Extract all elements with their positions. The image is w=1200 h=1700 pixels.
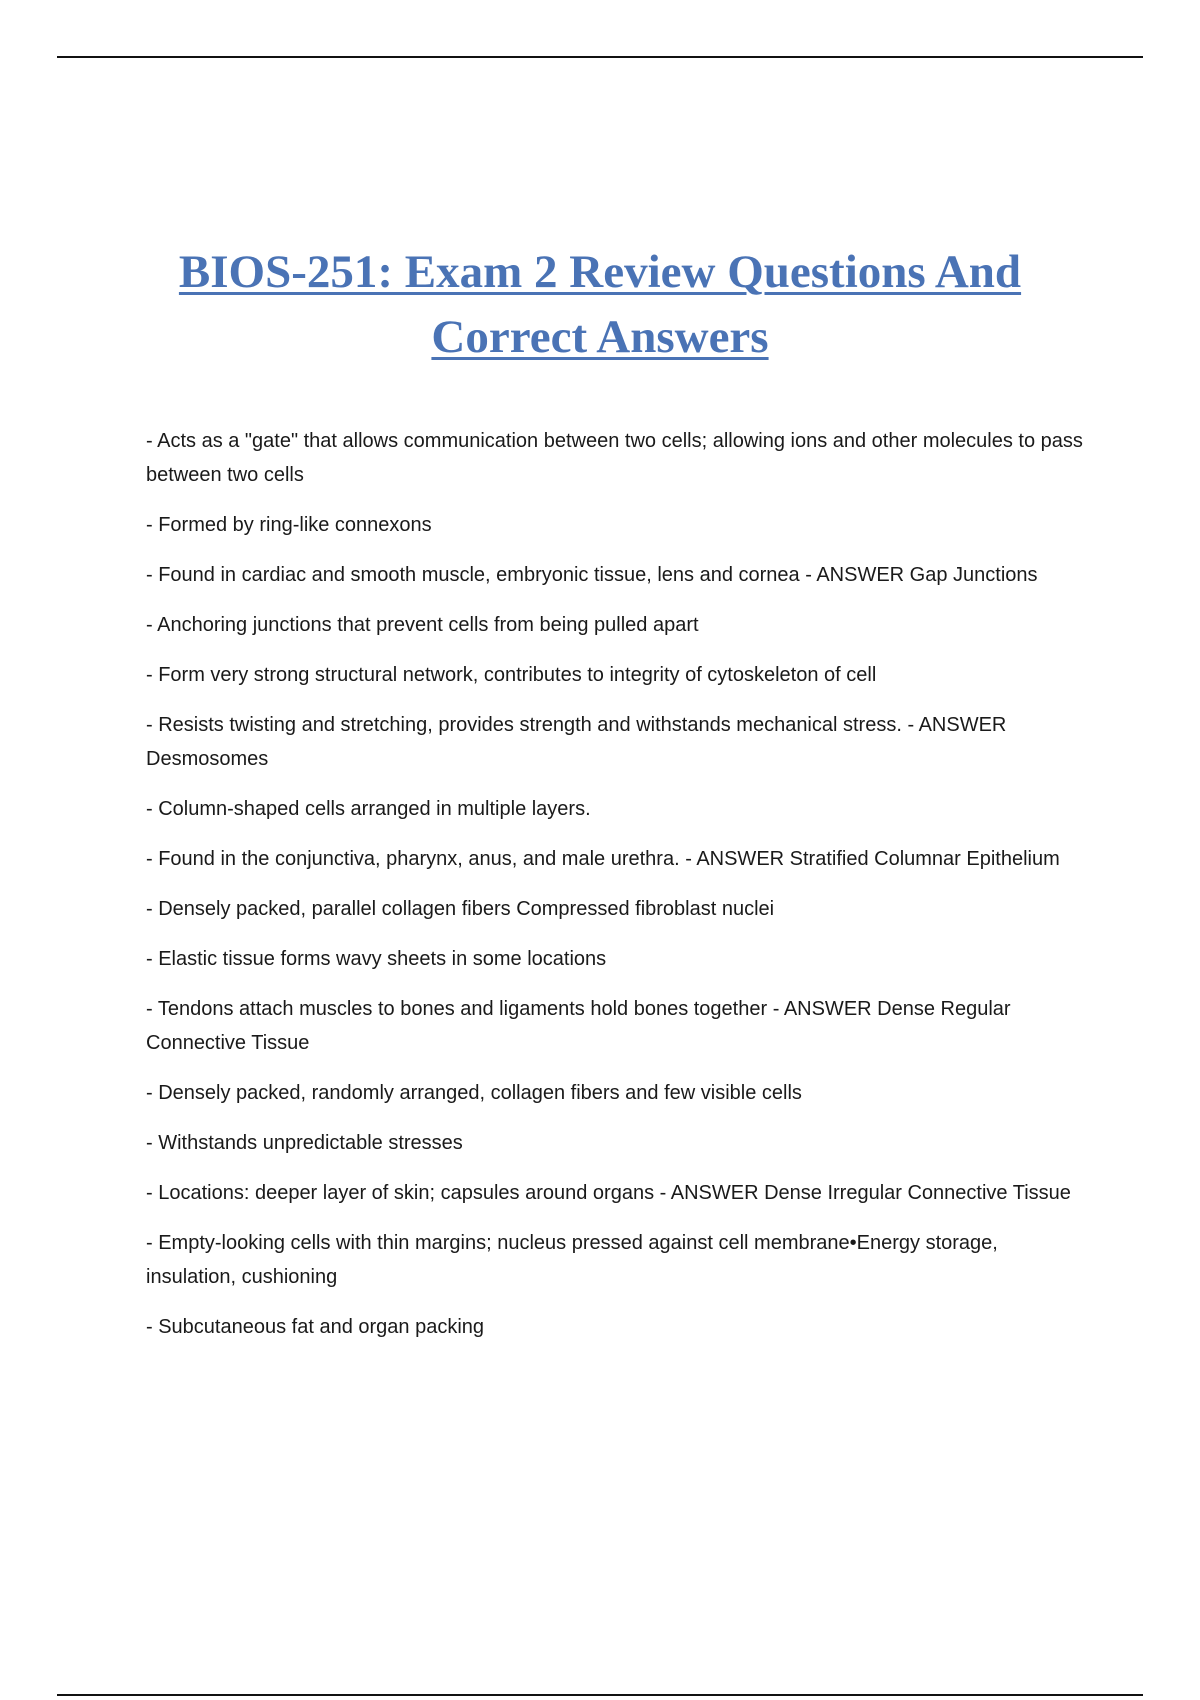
document-title [120, 240, 1080, 370]
paragraph: - Form very strong structural network, contributes to integrity of cytoskeleton of cell [146, 664, 877, 686]
paragraph: - Locations: deeper layer of skin; capsules around organs - ANSWER Dense Irregular Connective Tissue [146, 1182, 1071, 1204]
paragraph: - Withstands unpredictable stresses [146, 1132, 463, 1154]
paragraph: - Acts as a "gate" that allows communication between two cells; allowing ions and other molecules to pass between two cells [146, 430, 1083, 486]
paragraph: - Formed by ring-like connexons [146, 514, 432, 536]
top-rule [57, 56, 1143, 58]
paragraph: - Densely packed, parallel collagen fibers Compressed fibroblast nuclei [146, 898, 775, 920]
paragraph: - Resists twisting and stretching, provides strength and withstands mechanical stress. - ANSWER Desmosomes [146, 714, 1007, 770]
title-line-1: BIOS-251: Exam 2 Review Questions And [178, 246, 1022, 298]
paragraph: - Densely packed, randomly arranged, collagen fibers and few visible cells [146, 1082, 802, 1104]
title-line-2: Correct Answers [431, 311, 769, 363]
document-body [146, 424, 1091, 1360]
bottom-rule [57, 1694, 1143, 1696]
paragraph: - Elastic tissue forms wavy sheets in some locations [146, 948, 607, 970]
paragraph: - Column-shaped cells arranged in multiple layers. [146, 798, 591, 820]
paragraph: - Found in the conjunctiva, pharynx, anus, and male urethra. - ANSWER Stratified Columnar Epithelium [146, 848, 1060, 870]
paragraph: - Subcutaneous fat and organ packing [146, 1316, 485, 1338]
paragraph: - Empty-looking cells with thin margins; nucleus pressed against cell membrane•Energy storage, insulation, cushioning [146, 1232, 998, 1288]
paragraph: - Anchoring junctions that prevent cells from being pulled apart [146, 614, 699, 636]
paragraph: - Tendons attach muscles to bones and ligaments hold bones together - ANSWER Dense Regular Connective Tissue [146, 998, 1011, 1054]
paragraph: - Found in cardiac and smooth muscle, embryonic tissue, lens and cornea - ANSWER Gap Junctions [146, 564, 1038, 586]
